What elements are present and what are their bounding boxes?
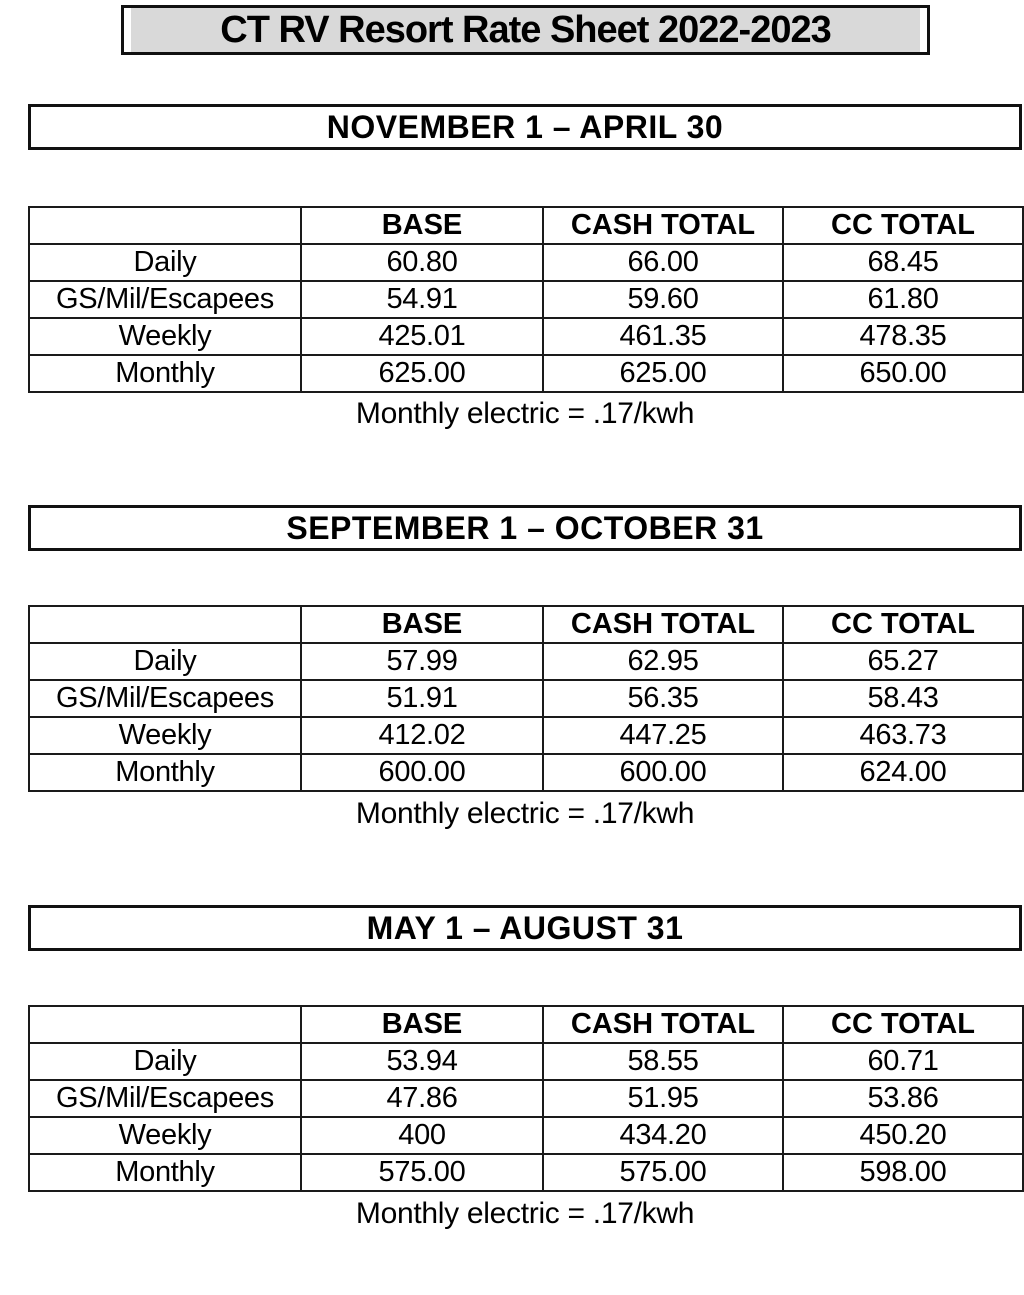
- table-row-gs-mil-escapees: [29, 680, 1023, 717]
- rate-value: 450.20: [783, 1117, 1023, 1154]
- rate-value: 68.45: [783, 244, 1023, 281]
- rate-value: 650.00: [783, 355, 1023, 392]
- section-heading-text: SEPTEMBER 1 – OCTOBER 31: [286, 509, 764, 546]
- rate-value: 53.94: [301, 1043, 543, 1080]
- table-row-daily: [29, 1043, 1023, 1080]
- corner-cell-blank: [29, 1006, 301, 1043]
- section-heading-sep-oct: [28, 505, 1022, 551]
- rate-value: 66.00: [543, 244, 783, 281]
- rate-table-sep-oct: [28, 605, 1024, 792]
- rate-value: 47.86: [301, 1080, 543, 1117]
- rate-value: 434.20: [543, 1117, 783, 1154]
- row-label: Daily: [29, 244, 301, 281]
- rate-value: 447.25: [543, 717, 783, 754]
- col-header-cash-total: CASH TOTAL: [543, 606, 783, 643]
- rate-value: 61.80: [783, 281, 1023, 318]
- rate-value: 62.95: [543, 643, 783, 680]
- rate-value: 463.73: [783, 717, 1023, 754]
- row-label: Daily: [29, 1043, 301, 1080]
- table-header-row: [29, 207, 1023, 244]
- col-header-base: BASE: [301, 207, 543, 244]
- rate-value: 575.00: [543, 1154, 783, 1191]
- table-row-daily: [29, 643, 1023, 680]
- section-heading-text: MAY 1 – AUGUST 31: [366, 909, 684, 946]
- row-label: Weekly: [29, 1117, 301, 1154]
- rate-value: 54.91: [301, 281, 543, 318]
- document-title-box: [121, 5, 930, 55]
- table-header-row: [29, 1006, 1023, 1043]
- rate-value: 56.35: [543, 680, 783, 717]
- table-row-weekly: [29, 318, 1023, 355]
- table-row-daily: [29, 244, 1023, 281]
- rate-value: 478.35: [783, 318, 1023, 355]
- electric-note: Monthly electric = .17/kwh: [355, 797, 695, 830]
- corner-cell-blank: [29, 606, 301, 643]
- section-heading-text: NOVEMBER 1 – APRIL 30: [326, 108, 724, 145]
- table-row-monthly: [29, 1154, 1023, 1191]
- row-label: Daily: [29, 643, 301, 680]
- col-header-base: BASE: [301, 1006, 543, 1043]
- col-header-base: BASE: [301, 606, 543, 643]
- rate-value: 461.35: [543, 318, 783, 355]
- table-row-weekly: [29, 717, 1023, 754]
- rate-value: 412.02: [301, 717, 543, 754]
- row-label: Monthly: [29, 754, 301, 791]
- table-row-gs-mil-escapees: [29, 281, 1023, 318]
- rate-value: 425.01: [301, 318, 543, 355]
- table-row-weekly: [29, 1117, 1023, 1154]
- rate-value: 58.55: [543, 1043, 783, 1080]
- rate-value: 57.99: [301, 643, 543, 680]
- rate-value: 65.27: [783, 643, 1023, 680]
- rate-value: 575.00: [301, 1154, 543, 1191]
- rate-value: 58.43: [783, 680, 1023, 717]
- rate-value: 625.00: [301, 355, 543, 392]
- rate-table-may-aug: [28, 1005, 1024, 1192]
- rate-value: 625.00: [543, 355, 783, 392]
- rate-value: 598.00: [783, 1154, 1023, 1191]
- row-label: Weekly: [29, 318, 301, 355]
- row-label: GS/Mil/Escapees: [29, 1080, 301, 1117]
- table-row-gs-mil-escapees: [29, 1080, 1023, 1117]
- rate-value: 624.00: [783, 754, 1023, 791]
- col-header-cc-total: CC TOTAL: [783, 207, 1023, 244]
- col-header-cc-total: CC TOTAL: [783, 606, 1023, 643]
- col-header-cc-total: CC TOTAL: [783, 1006, 1023, 1043]
- table-row-monthly: [29, 754, 1023, 791]
- section-heading-may-aug: [28, 905, 1022, 951]
- col-header-cash-total: CASH TOTAL: [543, 1006, 783, 1043]
- row-label: Weekly: [29, 717, 301, 754]
- table-header-row: [29, 606, 1023, 643]
- rate-value: 60.80: [301, 244, 543, 281]
- electric-note: Monthly electric = .17/kwh: [355, 397, 695, 430]
- section-heading-nov-apr: [28, 104, 1022, 150]
- col-header-cash-total: CASH TOTAL: [543, 207, 783, 244]
- rate-value: 400: [301, 1117, 543, 1154]
- row-label: GS/Mil/Escapees: [29, 281, 301, 318]
- rate-value: 59.60: [543, 281, 783, 318]
- rate-value: 51.91: [301, 680, 543, 717]
- rate-value: 600.00: [301, 754, 543, 791]
- document-title: CT RV Resort Rate Sheet 2022-2023: [131, 8, 920, 52]
- table-row-monthly: [29, 355, 1023, 392]
- rate-value: 60.71: [783, 1043, 1023, 1080]
- rate-value: 53.86: [783, 1080, 1023, 1117]
- rate-value: 51.95: [543, 1080, 783, 1117]
- rate-value: 600.00: [543, 754, 783, 791]
- electric-note: Monthly electric = .17/kwh: [355, 1197, 695, 1230]
- row-label: GS/Mil/Escapees: [29, 680, 301, 717]
- rate-table-nov-apr: [28, 206, 1024, 393]
- row-label: Monthly: [29, 1154, 301, 1191]
- corner-cell-blank: [29, 207, 301, 244]
- row-label: Monthly: [29, 355, 301, 392]
